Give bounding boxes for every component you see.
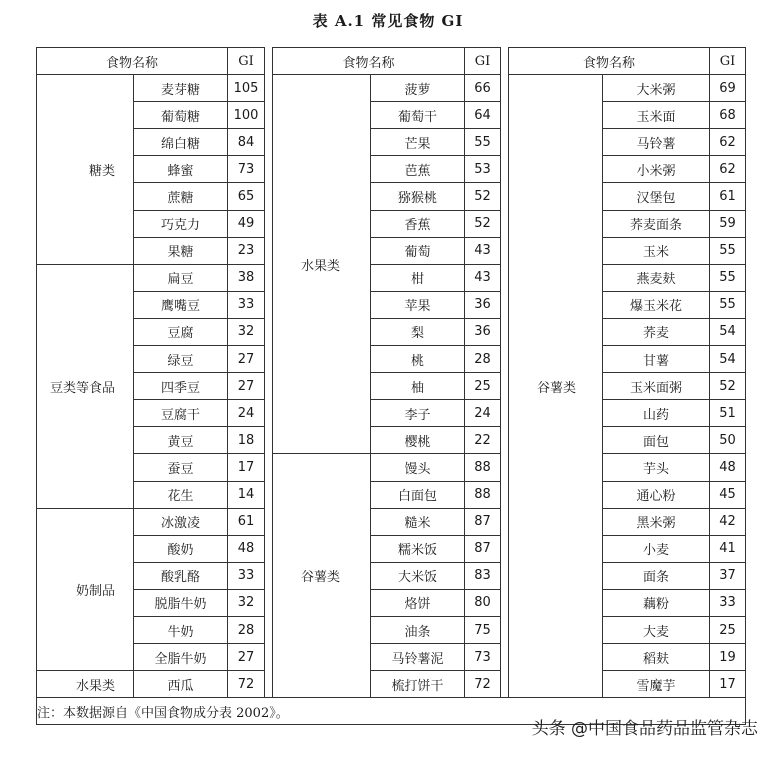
column-gap bbox=[265, 616, 273, 643]
column-gap bbox=[501, 264, 509, 291]
gi-value-cell: 27 bbox=[228, 373, 265, 400]
food-name-cell: 菠萝 bbox=[371, 75, 465, 102]
table-row bbox=[37, 616, 746, 643]
food-name-header: 食物名称 bbox=[37, 48, 228, 75]
gi-value-cell: 83 bbox=[465, 562, 501, 589]
gi-value-cell: 18 bbox=[228, 427, 265, 454]
gi-value-cell: 49 bbox=[228, 210, 265, 237]
gi-value-cell: 19 bbox=[710, 644, 746, 671]
gi-header: GI bbox=[465, 48, 501, 75]
food-name-cell: 糙米 bbox=[371, 508, 465, 535]
gi-value-cell: 73 bbox=[228, 156, 265, 183]
column-gap bbox=[265, 454, 273, 481]
food-name-cell: 冰激凌 bbox=[134, 508, 228, 535]
gi-value-cell: 55 bbox=[465, 129, 501, 156]
gi-header: GI bbox=[710, 48, 746, 75]
gi-value-cell: 25 bbox=[465, 373, 501, 400]
gi-value-cell: 72 bbox=[228, 671, 265, 698]
food-name-cell: 馒头 bbox=[371, 454, 465, 481]
table-row bbox=[37, 427, 746, 454]
category-cell: 糖类 bbox=[37, 75, 134, 265]
gi-value-cell: 14 bbox=[228, 481, 265, 508]
table-row bbox=[37, 318, 746, 345]
column-gap bbox=[501, 535, 509, 562]
food-name-cell: 蔗糖 bbox=[134, 183, 228, 210]
column-gap bbox=[501, 454, 509, 481]
food-name-cell: 蜂蜜 bbox=[134, 156, 228, 183]
food-name-cell: 香蕉 bbox=[371, 210, 465, 237]
column-gap bbox=[501, 210, 509, 237]
gi-value-cell: 61 bbox=[228, 508, 265, 535]
table-row bbox=[37, 75, 746, 102]
gi-value-cell: 52 bbox=[465, 183, 501, 210]
column-gap bbox=[501, 75, 509, 102]
gi-table bbox=[36, 47, 746, 725]
gi-value-cell: 36 bbox=[465, 318, 501, 345]
column-gap bbox=[501, 400, 509, 427]
food-name-cell: 花生 bbox=[134, 481, 228, 508]
column-gap bbox=[265, 562, 273, 589]
food-name-cell: 烙饼 bbox=[371, 589, 465, 616]
food-name-cell: 柑 bbox=[371, 264, 465, 291]
gi-value-cell: 55 bbox=[710, 237, 746, 264]
food-name-cell: 梨 bbox=[371, 318, 465, 345]
column-gap bbox=[501, 102, 509, 129]
gi-value-cell: 41 bbox=[710, 535, 746, 562]
column-gap bbox=[265, 183, 273, 210]
gi-value-cell: 32 bbox=[228, 318, 265, 345]
food-name-cell: 面条 bbox=[603, 562, 710, 589]
food-name-cell: 柚 bbox=[371, 373, 465, 400]
column-gap bbox=[501, 508, 509, 535]
column-gap bbox=[501, 671, 509, 698]
food-name-cell: 马铃薯 bbox=[603, 129, 710, 156]
food-name-cell: 苹果 bbox=[371, 291, 465, 318]
column-gap bbox=[501, 589, 509, 616]
column-gap bbox=[501, 183, 509, 210]
food-name-cell: 荞麦面条 bbox=[603, 210, 710, 237]
food-name-cell: 马铃薯泥 bbox=[371, 644, 465, 671]
food-name-cell: 芋头 bbox=[603, 454, 710, 481]
food-name-cell: 李子 bbox=[371, 400, 465, 427]
column-gap bbox=[265, 75, 273, 102]
gi-value-cell: 48 bbox=[710, 454, 746, 481]
table-row bbox=[37, 210, 746, 237]
food-name-cell: 稻麸 bbox=[603, 644, 710, 671]
gi-value-cell: 54 bbox=[710, 318, 746, 345]
gi-value-cell: 43 bbox=[465, 264, 501, 291]
table-row bbox=[37, 373, 746, 400]
table-row bbox=[37, 129, 746, 156]
column-gap bbox=[265, 102, 273, 129]
gi-value-cell: 45 bbox=[710, 481, 746, 508]
food-name-cell: 大米饭 bbox=[371, 562, 465, 589]
food-name-cell: 酸乳酪 bbox=[134, 562, 228, 589]
column-gap bbox=[501, 427, 509, 454]
food-name-cell: 黑米粥 bbox=[603, 508, 710, 535]
gi-header: GI bbox=[228, 48, 265, 75]
table-row bbox=[37, 671, 746, 698]
food-name-cell: 面包 bbox=[603, 427, 710, 454]
column-gap bbox=[501, 616, 509, 643]
gi-value-cell: 72 bbox=[465, 671, 501, 698]
column-gap bbox=[265, 671, 273, 698]
food-name-cell: 麦芽糖 bbox=[134, 75, 228, 102]
column-gap bbox=[265, 535, 273, 562]
gi-value-cell: 53 bbox=[465, 156, 501, 183]
food-name-cell: 鹰嘴豆 bbox=[134, 291, 228, 318]
gi-value-cell: 33 bbox=[228, 291, 265, 318]
food-name-cell: 葡萄干 bbox=[371, 102, 465, 129]
gi-value-cell: 24 bbox=[465, 400, 501, 427]
food-name-cell: 甘薯 bbox=[603, 346, 710, 373]
table-row bbox=[37, 481, 746, 508]
category-cell: 豆类等食品 bbox=[37, 264, 134, 508]
gi-value-cell: 24 bbox=[228, 400, 265, 427]
food-name-cell: 荞麦 bbox=[603, 318, 710, 345]
category-cell: 水果类 bbox=[37, 671, 134, 698]
column-gap bbox=[501, 156, 509, 183]
food-name-cell: 四季豆 bbox=[134, 373, 228, 400]
gi-value-cell: 48 bbox=[228, 535, 265, 562]
food-name-cell: 藕粉 bbox=[603, 589, 710, 616]
gi-value-cell: 62 bbox=[710, 156, 746, 183]
gi-value-cell: 33 bbox=[228, 562, 265, 589]
gi-value-cell: 32 bbox=[228, 589, 265, 616]
table-row bbox=[37, 156, 746, 183]
column-gap bbox=[265, 210, 273, 237]
food-name-cell: 白面包 bbox=[371, 481, 465, 508]
column-gap bbox=[265, 291, 273, 318]
gi-value-cell: 69 bbox=[710, 75, 746, 102]
column-gap bbox=[265, 237, 273, 264]
table-row bbox=[37, 400, 746, 427]
food-name-cell: 玉米面粥 bbox=[603, 373, 710, 400]
table-title: 表 A.1 常见食物 GI bbox=[312, 12, 464, 30]
column-gap bbox=[501, 373, 509, 400]
food-name-cell: 小米粥 bbox=[603, 156, 710, 183]
food-name-cell: 豆腐 bbox=[134, 318, 228, 345]
column-gap bbox=[501, 291, 509, 318]
gi-value-cell: 62 bbox=[710, 129, 746, 156]
table-row bbox=[37, 264, 746, 291]
gi-value-cell: 28 bbox=[228, 616, 265, 643]
table-row bbox=[37, 237, 746, 264]
column-gap bbox=[265, 589, 273, 616]
column-gap bbox=[265, 481, 273, 508]
gi-value-cell: 88 bbox=[465, 481, 501, 508]
gi-value-cell: 38 bbox=[228, 264, 265, 291]
column-gap bbox=[265, 427, 273, 454]
category-cell: 水果类 bbox=[273, 75, 371, 454]
gi-value-cell: 105 bbox=[228, 75, 265, 102]
food-name-cell: 葡萄糖 bbox=[134, 102, 228, 129]
gi-value-cell: 59 bbox=[710, 210, 746, 237]
gi-value-cell: 25 bbox=[710, 616, 746, 643]
source-note: 注：本数据源自《中国食物成分表 2002》。 bbox=[37, 698, 746, 725]
column-gap bbox=[265, 644, 273, 671]
food-name-cell: 西瓜 bbox=[134, 671, 228, 698]
gi-value-cell: 54 bbox=[710, 346, 746, 373]
column-gap bbox=[265, 129, 273, 156]
category-cell: 谷薯类 bbox=[509, 75, 603, 698]
food-name-cell: 巧克力 bbox=[134, 210, 228, 237]
gi-value-cell: 28 bbox=[465, 346, 501, 373]
gi-value-cell: 68 bbox=[710, 102, 746, 129]
food-name-cell: 燕麦麸 bbox=[603, 264, 710, 291]
header-row bbox=[37, 48, 746, 75]
table-row bbox=[37, 562, 746, 589]
table-row bbox=[37, 508, 746, 535]
food-name-header: 食物名称 bbox=[509, 48, 710, 75]
gi-value-cell: 80 bbox=[465, 589, 501, 616]
column-gap bbox=[501, 48, 509, 75]
gi-value-cell: 51 bbox=[710, 400, 746, 427]
food-name-cell: 芭蕉 bbox=[371, 156, 465, 183]
food-name-cell: 蚕豆 bbox=[134, 454, 228, 481]
column-gap bbox=[265, 48, 273, 75]
food-name-cell: 酸奶 bbox=[134, 535, 228, 562]
gi-value-cell: 66 bbox=[465, 75, 501, 102]
food-name-cell: 山药 bbox=[603, 400, 710, 427]
gi-value-cell: 84 bbox=[228, 129, 265, 156]
table-row bbox=[37, 535, 746, 562]
table-row bbox=[37, 454, 746, 481]
gi-value-cell: 64 bbox=[465, 102, 501, 129]
column-gap bbox=[501, 481, 509, 508]
food-name-cell: 黄豆 bbox=[134, 427, 228, 454]
column-gap bbox=[501, 237, 509, 264]
column-gap bbox=[265, 373, 273, 400]
category-cell: 谷薯类 bbox=[273, 454, 371, 698]
column-gap bbox=[265, 318, 273, 345]
food-name-cell: 芒果 bbox=[371, 129, 465, 156]
gi-value-cell: 61 bbox=[710, 183, 746, 210]
gi-value-cell: 87 bbox=[465, 508, 501, 535]
food-name-cell: 绵白糖 bbox=[134, 129, 228, 156]
table-row bbox=[37, 644, 746, 671]
column-gap bbox=[501, 318, 509, 345]
gi-value-cell: 17 bbox=[228, 454, 265, 481]
gi-value-cell: 65 bbox=[228, 183, 265, 210]
column-gap bbox=[501, 129, 509, 156]
column-gap bbox=[501, 562, 509, 589]
food-name-cell: 牛奶 bbox=[134, 616, 228, 643]
food-name-cell: 全脂牛奶 bbox=[134, 644, 228, 671]
gi-value-cell: 87 bbox=[465, 535, 501, 562]
food-name-cell: 小麦 bbox=[603, 535, 710, 562]
food-name-cell: 樱桃 bbox=[371, 427, 465, 454]
gi-value-cell: 36 bbox=[465, 291, 501, 318]
food-name-cell: 油条 bbox=[371, 616, 465, 643]
gi-value-cell: 50 bbox=[710, 427, 746, 454]
column-gap bbox=[501, 346, 509, 373]
food-name-cell: 通心粉 bbox=[603, 481, 710, 508]
food-name-cell: 豆腐干 bbox=[134, 400, 228, 427]
gi-value-cell: 23 bbox=[228, 237, 265, 264]
column-gap bbox=[501, 644, 509, 671]
food-name-cell: 桃 bbox=[371, 346, 465, 373]
gi-value-cell: 52 bbox=[710, 373, 746, 400]
gi-value-cell: 43 bbox=[465, 237, 501, 264]
column-gap bbox=[265, 400, 273, 427]
table-row bbox=[37, 291, 746, 318]
food-name-cell: 雪魔芋 bbox=[603, 671, 710, 698]
table-row bbox=[37, 183, 746, 210]
food-name-cell: 梳打饼干 bbox=[371, 671, 465, 698]
gi-value-cell: 33 bbox=[710, 589, 746, 616]
food-name-cell: 脱脂牛奶 bbox=[134, 589, 228, 616]
food-name-cell: 猕猴桃 bbox=[371, 183, 465, 210]
food-name-header: 食物名称 bbox=[273, 48, 465, 75]
food-name-cell: 汉堡包 bbox=[603, 183, 710, 210]
table-row bbox=[37, 346, 746, 373]
gi-value-cell: 17 bbox=[710, 671, 746, 698]
food-name-cell: 糯米饭 bbox=[371, 535, 465, 562]
gi-value-cell: 37 bbox=[710, 562, 746, 589]
food-name-cell: 绿豆 bbox=[134, 346, 228, 373]
food-name-cell: 玉米面 bbox=[603, 102, 710, 129]
gi-value-cell: 27 bbox=[228, 644, 265, 671]
table-row bbox=[37, 589, 746, 616]
column-gap bbox=[265, 346, 273, 373]
food-name-cell: 大米粥 bbox=[603, 75, 710, 102]
column-gap bbox=[265, 156, 273, 183]
gi-value-cell: 22 bbox=[465, 427, 501, 454]
column-gap bbox=[265, 264, 273, 291]
gi-value-cell: 55 bbox=[710, 264, 746, 291]
food-name-cell: 扁豆 bbox=[134, 264, 228, 291]
table-row bbox=[37, 102, 746, 129]
gi-value-cell: 88 bbox=[465, 454, 501, 481]
gi-value-cell: 27 bbox=[228, 346, 265, 373]
food-name-cell: 葡萄 bbox=[371, 237, 465, 264]
watermark: 头条 @中国食品药品监管杂志 bbox=[531, 719, 758, 739]
gi-value-cell: 42 bbox=[710, 508, 746, 535]
gi-value-cell: 52 bbox=[465, 210, 501, 237]
food-name-cell: 大麦 bbox=[603, 616, 710, 643]
category-cell: 奶制品 bbox=[37, 508, 134, 671]
food-name-cell: 果糖 bbox=[134, 237, 228, 264]
food-name-cell: 爆玉米花 bbox=[603, 291, 710, 318]
food-name-cell: 玉米 bbox=[603, 237, 710, 264]
column-gap bbox=[265, 508, 273, 535]
gi-value-cell: 100 bbox=[228, 102, 265, 129]
gi-value-cell: 55 bbox=[710, 291, 746, 318]
gi-value-cell: 73 bbox=[465, 644, 501, 671]
gi-value-cell: 75 bbox=[465, 616, 501, 643]
